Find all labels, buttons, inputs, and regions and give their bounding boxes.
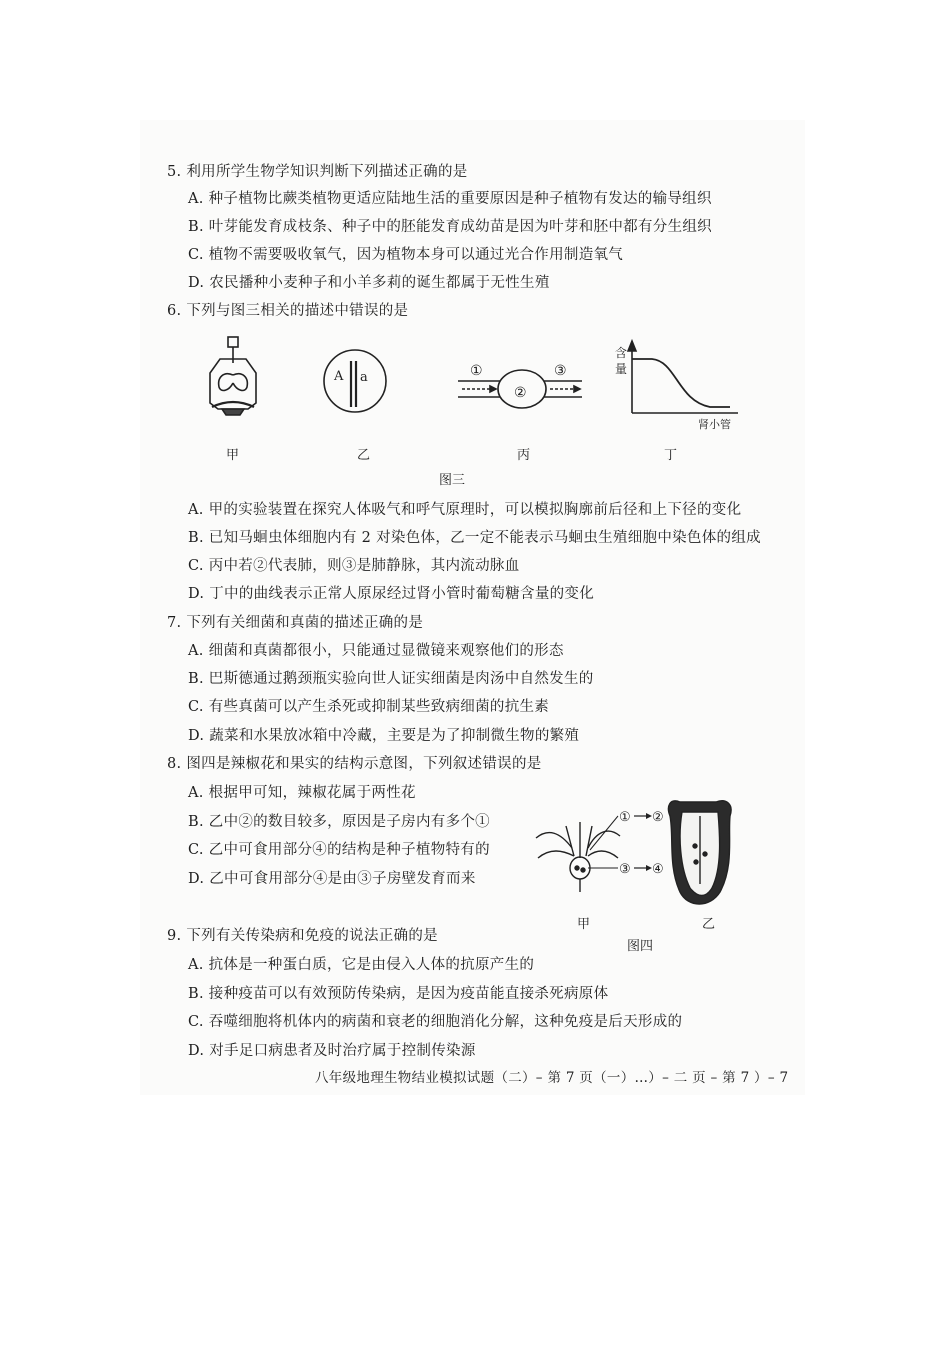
pepper-fruit (668, 801, 731, 904)
q8-option-a: A. 根据甲可知，辣椒花属于两性花 (188, 785, 416, 801)
q9-option-c: C. 吞噬细胞将机体内的病菌和衰老的细胞消化分解，这种免疫是后天形成的 (188, 1014, 683, 1030)
q7-option-b: B. 巴斯德通过鹅颈瓶实验向世人证实细菌是肉汤中自然发生的 (188, 671, 594, 687)
q9-option-a: A. 抗体是一种蛋白质，它是由侵入人体的抗原产生的 (188, 957, 535, 973)
q5-option-d: D. 农民播种小麦种子和小羊多莉的诞生都属于无性生殖 (188, 275, 550, 291)
q6-stem: 6. 下列与图三相关的描述中错误的是 (167, 303, 409, 319)
figure3-caption: 图三 (439, 473, 466, 488)
fig3-label-jia: 甲 (226, 448, 240, 463)
fig3-label-bing: 丙 (517, 448, 531, 463)
fig4-marker-1: ① (619, 810, 631, 825)
q8-stem: 8. 图四是辣椒花和果实的结构示意图，下列叙述错误的是 (167, 756, 542, 772)
q9-stem: 9. 下列有关传染病和免疫的说法正确的是 (167, 928, 438, 944)
q6-option-d: D. 丁中的曲线表示正常人原尿经过肾小管时葡萄糖含量的变化 (188, 586, 595, 602)
q6-option-c: C. 丙中若②代表肺，则③是肺静脉，其内流动脉血 (188, 558, 520, 574)
fig4-marker-2: ② (652, 810, 664, 825)
fig4-marker-3: ③ (619, 862, 631, 877)
allele-a-upper: A (334, 369, 344, 384)
fig3-label-yi: 乙 (357, 448, 371, 463)
q5-stem: 5. 利用所学生物学知识判断下列描述正确的是 (167, 164, 468, 180)
q5-option-b: B. 叶芽能发育成枝条、种子中的胚能发育成幼苗是因为叶芽和胚中都有分生组织 (188, 219, 712, 235)
fig4-label-jia: 甲 (577, 917, 591, 932)
q7-option-c: C. 有些真菌可以产生杀死或抑制某些致病细菌的抗生素 (188, 699, 550, 715)
cell-chromosome (324, 350, 386, 412)
figure4-diagrams (530, 796, 760, 916)
q7-option-d: D. 蔬菜和水果放冰箱中冷藏，主要是为了抑制微生物的繁殖 (188, 728, 580, 744)
q8-option-b: B. 乙中②的数目较多，原因是子房内有多个① (188, 814, 490, 830)
q9-option-b: B. 接种疫苗可以有效预防传染病，是因为疫苗能直接杀死病原体 (188, 986, 609, 1002)
allele-a-lower: a (360, 370, 368, 385)
q7-option-a: A. 细菌和真菌都很小，只能通过显微镜来观察他们的形态 (188, 643, 564, 659)
q5-option-a: A. 种子植物比蕨类植物更适应陆地生活的重要原因是种子植物有发达的输导组织 (188, 191, 712, 207)
ding-ylabel-top: 含 (615, 346, 628, 360)
fig3-label-ding: 丁 (664, 448, 678, 463)
q6-option-b: B. 已知马蛔虫体细胞内有 2 对染色体，乙一定不能表示马蛔虫生殖细胞中染色体的组成 (188, 530, 761, 546)
q9-option-d: D. 对手足口病患者及时治疗属于控制传染源 (188, 1043, 476, 1059)
ding-ylabel-bottom: 量 (615, 362, 628, 376)
marker-3: ③ (554, 363, 567, 379)
exam-sheet (140, 120, 805, 1095)
ding-xlabel: 肾小管 (698, 418, 731, 431)
q6-option-a: A. 甲的实验装置在探究人体吸气和呼气原理时，可以模拟胸廓前后径和上下径的变化 (188, 502, 742, 518)
pepper-flower (536, 822, 620, 892)
marker-2: ② (514, 385, 527, 401)
q5-option-c: C. 植物不需要吸收氧气，因为植物本身可以通过光合作用制造氧气 (188, 247, 624, 263)
marker-1: ① (470, 363, 483, 379)
bell-jar-lung-model (210, 337, 256, 415)
q8-option-c: C. 乙中可食用部分④的结构是种子植物特有的 (188, 842, 490, 858)
page-footer: 八年级地理生物结业模拟试题（二）– 第 7 页（一）…）– 二 页 – 第 7 ）– 7 (315, 1070, 789, 1086)
fig4-marker-4: ④ (652, 862, 664, 877)
q7-stem: 7. 下列有关细菌和真菌的描述正确的是 (167, 615, 424, 631)
q8-option-d: D. 乙中可食用部分④是由③子房壁发育而来 (188, 871, 476, 887)
figure4-caption: 图四 (627, 939, 654, 954)
fig4-label-yi: 乙 (702, 917, 716, 932)
glucose-curve-graph (628, 341, 738, 413)
